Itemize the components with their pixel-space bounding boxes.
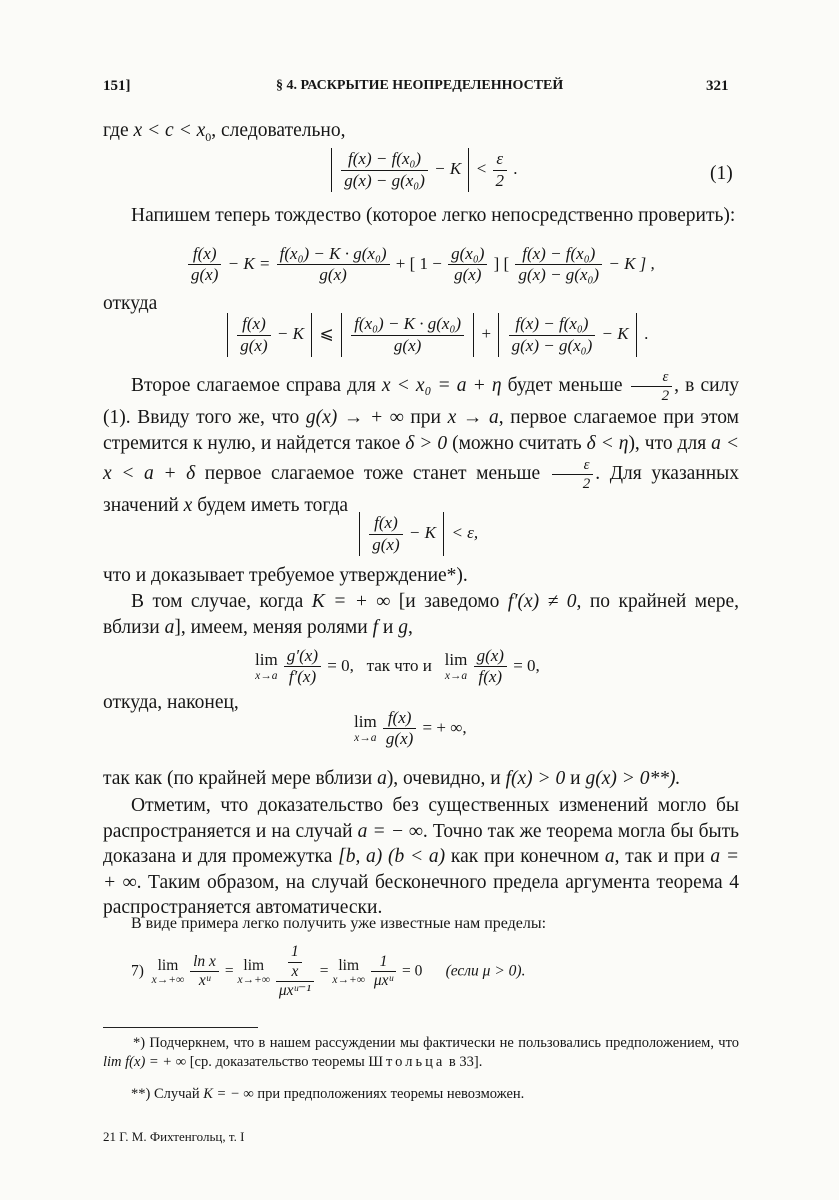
paragraph-extension: Отметим, что доказательство без существенных изменений могло бы распространяется и на случай a = − ∞. Точно так же теорема могла бы быть доказана и для промежутка [b, a) (b < a) как при конечном a, так и при a = + ∞. Таким образом, на случай бесконечного предела аргумента теорема 4 распространяется автоматически. [103,795,740,918]
equation-example-7: 7) lim x→+∞ $\frac{\text{ln x}}{\text{xᵘ}}$ = lim x→+∞ $\frac{\frac{1}{x}}{\text{μxᵘ⁻¹}}$ = lim x→+∞ $\frac{1}{\text{μxᵘ}}$ = 0 (если μ > 0). [131,943,526,1000]
signature-line: 21 Г. М. Фихтенгольц, т. I [103,1129,245,1144]
running-title: § 4. РАСКРЫТИЕ НЕОПРЕДЕЛЕННОСТЕЙ [276,78,564,93]
footnote-rule [103,1027,258,1028]
text-example-intro: В виде примера легко получить уже известные нам пределы: [131,915,547,932]
page-number: 321 [706,78,729,94]
equation-limit-infinity: lim x→a $\frac{f(x)}{g(x)}$ = + ∞, [354,708,467,749]
equation-inequality: $\frac{f(x)}{g(x)}$ − K ⩽ $\frac{\text{f(x₀) − K · g(x₀)}}{g(x)}$ + $\frac{\text{f(x) − f(x₀)}}{\text{g(x) − g(x₀)}}$ − K . [224,313,648,357]
paragraph-second-term: Второе слагаемое справа для x < x₀ = a + η будет меньше $\frac{\varepsilon}{2}$ , в силу (1). Ввиду того же, что g(x) → + ∞ при x → a, первое слагаемое при этом стремится к нулю, и найдется такое δ > 0 (можно считать δ < η), что для a < x < a + δ первое слагаемое тоже станет меньше $\frac{\varepsilon}{2}$ . Для указанных значений x будем иметь тогда [103,369,740,516]
equation-epsilon: $\frac{f(x)}{g(x)}$ − K < ε, [356,512,478,556]
paragraph-infinite-k: В том случае, когда K = + ∞ [и заведомо f′(x) ≠ 0, по крайней мере, вблизи a], имеем, меняя ролями f и g, [103,591,740,638]
section-number: 151] [103,78,131,94]
equation-limits-zero: lim x→a $\frac{g'(x)}{f'(x)}$ = 0, так что и lim x→a $\frac{g(x)}{f(x)}$ = 0, [255,646,540,687]
text-proves: что и доказывает требуемое утверждение*). [103,565,468,586]
text-tak-kak: так как (по крайней мере вблизи a), очевидно, и f(x) > 0 и g(x) > 0**). [103,768,681,789]
footnote-1: *) Подчеркнем, что в нашем рассуждении мы фактически не пользовались предположением, что lim f(x) = + ∞ [ср. доказательство теоремы Штольца в 33]. [103,1035,739,1070]
equation-label-1: (1) [710,163,733,184]
paragraph-identity: Напишем теперь тождество (которое легко непосредственно проверить): [131,205,736,226]
footnote-2: **) Случай K = − ∞ при предположениях теоремы невозможен. [131,1086,525,1102]
text-line-where: где $x < c < x_0$, следовательно, [103,120,346,144]
text-otkuda: откуда [103,293,158,314]
equation-identity: $\frac{f(x)}{g(x)}$ − K = $\frac{\text{f(x₀) − K · g(x₀)}}{g(x)}$ + [ 1 − $\frac{\text{g(x₀)}}{g(x)}$ ] [ $\frac{\text{f(x) − f(x₀)}}{\text{g(x) − g(x₀)}}$ − K ] , [186,244,655,286]
equation-1: $\frac{\text{f(x) − f(x₀)}}{\text{g(x) − g(x₀)}}$ − K < $\frac{\varepsilon}{2}$ . [328,148,518,192]
text-otkuda-nakonec: откуда, наконец, [103,692,239,713]
